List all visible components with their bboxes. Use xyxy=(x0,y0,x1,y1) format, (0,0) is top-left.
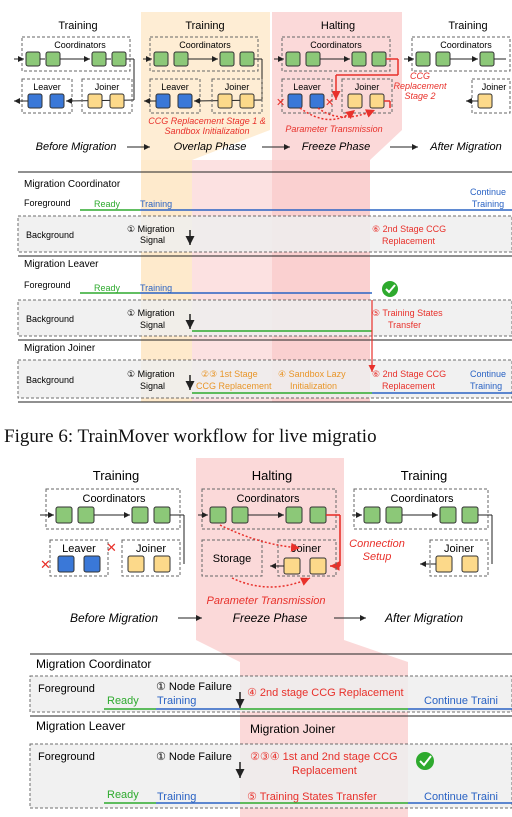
svg-text:Coordinators: Coordinators xyxy=(440,40,492,50)
svg-text:Training: Training xyxy=(140,283,173,293)
svg-text:Ready: Ready xyxy=(94,199,121,209)
svg-text:Initialization: Initialization xyxy=(290,381,338,391)
svg-text:Training: Training xyxy=(157,695,197,707)
svg-text:Ready: Ready xyxy=(107,695,139,707)
svg-text:Migration Joiner: Migration Joiner xyxy=(250,722,336,736)
svg-text:Background: Background xyxy=(26,314,75,324)
svg-text:⑤ Training States: ⑤ Training States xyxy=(372,308,443,318)
f7-panel-before xyxy=(40,489,184,576)
svg-text:Joiner: Joiner xyxy=(481,82,507,92)
svg-text:⑤ Training States Transfer: ⑤ Training States Transfer xyxy=(247,791,377,803)
svg-text:Background: Background xyxy=(26,230,75,240)
svg-text:Ready: Ready xyxy=(107,789,139,801)
svg-text:Training: Training xyxy=(140,199,173,209)
svg-text:Setup: Setup xyxy=(362,551,392,563)
svg-text:Signal: Signal xyxy=(140,320,166,330)
svg-text:Background: Background xyxy=(26,375,75,385)
svg-text:① Migration: ① Migration xyxy=(127,369,175,379)
svg-text:Training: Training xyxy=(470,381,503,391)
svg-text:Coordinators: Coordinators xyxy=(82,493,146,505)
svg-text:Foreground: Foreground xyxy=(24,198,71,208)
svg-text:Signal: Signal xyxy=(140,381,166,391)
f6-panel-before xyxy=(14,37,134,113)
svg-text:Foreground: Foreground xyxy=(38,751,95,763)
f6-label-training-1: Training xyxy=(58,20,98,32)
svg-text:Leaver: Leaver xyxy=(293,82,321,92)
phase-after: After Migration xyxy=(430,141,502,153)
svg-text:Training: Training xyxy=(471,199,505,209)
f6-sec-leaver: Migration Leaver xyxy=(24,259,99,270)
f6-label-training-3: Training xyxy=(448,20,488,32)
connection-setup-label: Connection xyxy=(349,538,405,550)
phase-freeze: Freeze Phase xyxy=(301,141,371,153)
f6-sec-coordinator: Migration Coordinator xyxy=(24,179,121,190)
cross-icon: ✕ xyxy=(325,97,335,109)
svg-text:Freeze Phase: Freeze Phase xyxy=(232,611,308,625)
svg-text:After Migration: After Migration xyxy=(384,611,464,625)
check-icon xyxy=(416,752,434,770)
svg-text:④ Sandbox Lazy: ④ Sandbox Lazy xyxy=(278,369,346,379)
figure-caption: Figure 6: TrainMover workflow for live migratio xyxy=(4,426,377,447)
svg-text:Sandbox Initialization: Sandbox Initialization xyxy=(164,126,250,136)
stage1-note: CCG Replacement Stage 1 & xyxy=(148,116,266,126)
svg-text:Signal: Signal xyxy=(140,235,166,245)
svg-text:Foreground: Foreground xyxy=(38,683,95,695)
joiner-label: Joiner xyxy=(94,82,120,92)
svg-text:Migration Leaver: Migration Leaver xyxy=(36,719,126,733)
svg-text:Training: Training xyxy=(157,791,197,803)
svg-text:②③ 1st Stage: ②③ 1st Stage xyxy=(201,369,258,379)
svg-text:Training: Training xyxy=(92,468,140,483)
svg-text:Migration Coordinator: Migration Coordinator xyxy=(36,657,152,671)
storage-label: Storage xyxy=(212,553,252,565)
f6-sec-joiner: Migration Joiner xyxy=(24,343,96,354)
svg-text:Parameter Transmission: Parameter Transmission xyxy=(206,595,326,607)
svg-text:Stage 2: Stage 2 xyxy=(404,91,436,101)
cross-icon: ✕ xyxy=(106,540,117,555)
svg-text:CCG Replacement: CCG Replacement xyxy=(196,381,272,391)
svg-text:Ready: Ready xyxy=(94,283,121,293)
cross-icon: ✕ xyxy=(40,557,51,572)
svg-text:Replacement: Replacement xyxy=(382,236,436,246)
svg-text:Replacement: Replacement xyxy=(292,765,357,777)
svg-text:Halting: Halting xyxy=(251,468,293,483)
svg-text:Coordinators: Coordinators xyxy=(310,40,362,50)
svg-text:⑥ 2nd Stage CCG: ⑥ 2nd Stage CCG xyxy=(372,369,447,379)
cross-icon: ✕ xyxy=(276,97,286,109)
phase-before: Before Migration xyxy=(35,141,117,153)
svg-text:④ 2nd stage CCG Replacement: ④ 2nd stage CCG Replacement xyxy=(247,687,404,699)
svg-text:Replacement: Replacement xyxy=(393,81,447,91)
svg-text:Coordinators: Coordinators xyxy=(390,493,454,505)
svg-text:Joiner: Joiner xyxy=(224,82,250,92)
svg-text:Joiner: Joiner xyxy=(291,543,321,555)
svg-text:Leaver: Leaver xyxy=(161,82,189,92)
coordinators-label: Coordinators xyxy=(54,40,106,50)
svg-text:① Migration: ① Migration xyxy=(127,308,175,318)
svg-text:Replacement: Replacement xyxy=(382,381,436,391)
svg-text:Continue Traini: Continue Traini xyxy=(424,791,498,803)
svg-text:②③④ 1st and 2nd stage CCG: ②③④ 1st and 2nd stage CCG xyxy=(250,751,398,763)
svg-text:Before Migration: Before Migration xyxy=(69,611,159,625)
svg-text:Continue: Continue xyxy=(469,187,507,197)
svg-text:Training: Training xyxy=(400,468,448,483)
f6-label-halting: Halting xyxy=(320,20,356,32)
svg-text:① Node Failure: ① Node Failure xyxy=(156,681,232,693)
svg-text:Joiner: Joiner xyxy=(136,543,166,555)
svg-text:Coordinators: Coordinators xyxy=(236,493,300,505)
svg-text:Leaver: Leaver xyxy=(62,543,96,555)
svg-text:Continue Traini: Continue Traini xyxy=(424,695,498,707)
svg-text:Foreground: Foreground xyxy=(24,280,71,290)
svg-text:Transfer: Transfer xyxy=(388,320,422,330)
phase-overlap: Overlap Phase xyxy=(173,141,247,153)
leaver-label: Leaver xyxy=(33,82,61,92)
svg-text:Coordinators: Coordinators xyxy=(179,40,231,50)
svg-text:① Node Failure: ① Node Failure xyxy=(156,751,232,763)
svg-text:Continue: Continue xyxy=(470,369,507,379)
f6-label-training-2: Training xyxy=(185,20,225,32)
svg-text:Joiner: Joiner xyxy=(444,543,474,555)
stage2-note: CCG xyxy=(410,71,430,81)
param-transmission-label: Parameter Transmission xyxy=(285,124,383,134)
check-icon xyxy=(382,281,398,297)
svg-text:⑥ 2nd Stage CCG: ⑥ 2nd Stage CCG xyxy=(372,224,447,234)
svg-text:① Migration: ① Migration xyxy=(127,224,175,234)
svg-text:Joiner: Joiner xyxy=(354,82,380,92)
